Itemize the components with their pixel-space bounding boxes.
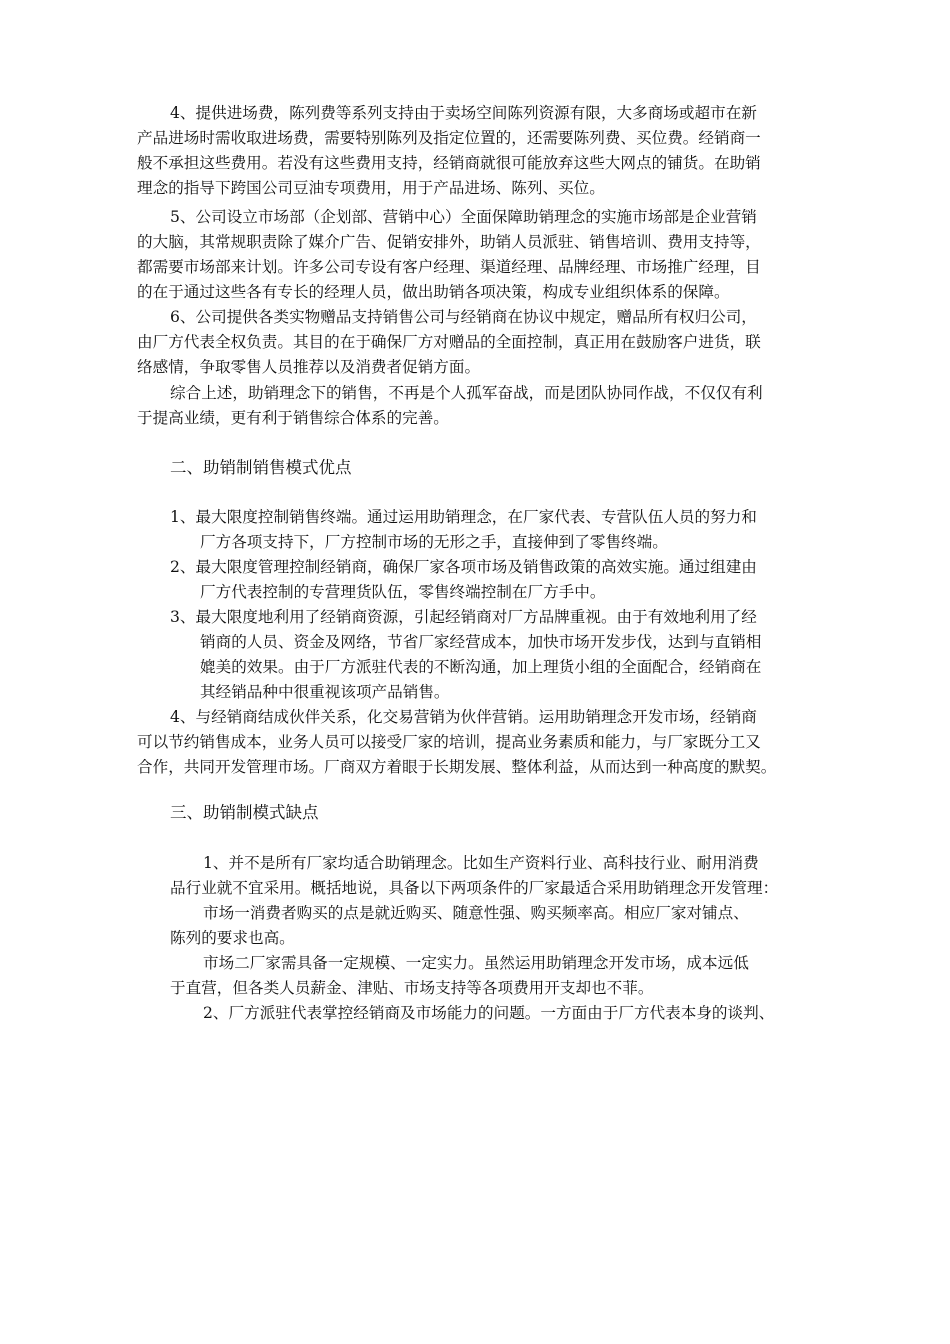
text-line: 4、提供进场费，陈列费等系列支持由于卖场空间陈列资源有限，大多商场或超市在新 [170, 104, 757, 122]
text-line: 综合上述，助销理念下的销售，不再是个人孤军奋战，而是团队协同作战，不仅仅有利 [170, 384, 763, 402]
text-line: 理念的指导下跨国公司豆油专项费用，用于产品进场、陈列、买位。 [137, 179, 605, 197]
text-line: 销商的人员、资金及网络，节省厂家经营成本，加快市场开发步伐，达到与直销相 [200, 633, 762, 651]
text-line: 络感情，争取零售人员推荐以及消费者促销方面。 [137, 358, 481, 376]
text-line: 2、最大限度管理控制经销商，确保厂家各项市场及销售政策的高效实施。通过组建由 [170, 558, 757, 576]
text-line: 的大脑，其常规职责除了媒介广告、促销安排外，助销人员派驻、销售培训、费用支持等， [137, 233, 761, 251]
text-line: 于提高业绩，更有利于销售综合体系的完善。 [137, 409, 449, 427]
text-line: 市场一消费者购买的点是就近购买、随意性强、购买频率高。相应厂家对铺点、 [203, 904, 749, 922]
text-line: 品行业就不宜采用。概括地说，具备以下两项条件的厂家最适合采用助销理念开发管理： [170, 879, 779, 897]
text-line: 合作，共同开发管理市场。厂商双方着眼于长期发展、整体利益，从而达到一种高度的默契。 [137, 758, 777, 776]
text-line: 由厂方代表全权负责。其目的在于确保厂方对赠品的全面控制，真正用在鼓励客户进货，联 [137, 333, 761, 351]
text-line: 陈列的要求也高。 [170, 929, 295, 947]
text-line: 的在于通过这些各有专长的经理人员，做出助销各项决策，构成专业组织体系的保障。 [137, 283, 730, 301]
text-line: 般不承担这些费用。若没有这些费用支持，经销商就很可能放弃这些大网点的铺货。在助销 [137, 154, 761, 172]
text-line: 1、最大限度控制销售终端。通过运用助销理念，在厂家代表、专营队伍人员的努力和 [170, 508, 757, 526]
text-line: 市场二厂家需具备一定规模、一定实力。虽然运用助销理念开发市场，成本远低 [203, 954, 749, 972]
section-3-heading: 三、助销制模式缺点 [170, 803, 319, 822]
text-line: 于直营，但各类人员薪金、津贴、市场支持等各项费用开支却也不菲。 [170, 979, 654, 997]
text-line: 都需要市场部来计划。许多公司专设有客户经理、渠道经理、品牌经理、市场推广经理，目 [137, 258, 761, 276]
section-2-heading: 二、助销制销售模式优点 [170, 458, 352, 477]
text-line: 4、与经销商结成伙伴关系，化交易营销为伙伴营销。运用助销理念开发市场，经销商 [170, 708, 757, 726]
text-line: 3、最大限度地利用了经销商资源，引起经销商对厂方品牌重视。由于有效地利用了经 [170, 608, 757, 626]
text-line: 6、公司提供各类实物赠品支持销售公司与经销商在协议中规定，赠品所有权归公司， [170, 308, 757, 326]
text-line: 媲美的效果。由于厂方派驻代表的不断沟通，加上理货小组的全面配合，经销商在 [200, 658, 762, 676]
text-line: 1、并不是所有厂家均适合助销理念。比如生产资料行业、高科技行业、耐用消费 [203, 854, 759, 872]
text-line: 其经销品种中很重视该项产品销售。 [200, 683, 450, 701]
text-line: 产品进场时需收取进场费，需要特别陈列及指定位置的，还需要陈列费、买位费。经销商一 [137, 129, 761, 147]
text-line: 2、厂方派驻代表掌控经销商及市场能力的问题。一方面由于厂方代表本身的谈判、 [203, 1004, 775, 1022]
text-line: 厂方各项支持下，厂方控制市场的无形之手，直接伸到了零售终端。 [200, 533, 668, 551]
text-line: 可以节约销售成本，业务人员可以接受厂家的培训，提高业务素质和能力，与厂家既分工又 [137, 733, 761, 751]
text-line: 厂方代表控制的专营理货队伍，零售终端控制在厂方手中。 [200, 583, 606, 601]
text-line: 5、公司设立市场部（企划部、营销中心）全面保障助销理念的实施市场部是企业营销 [170, 208, 757, 226]
